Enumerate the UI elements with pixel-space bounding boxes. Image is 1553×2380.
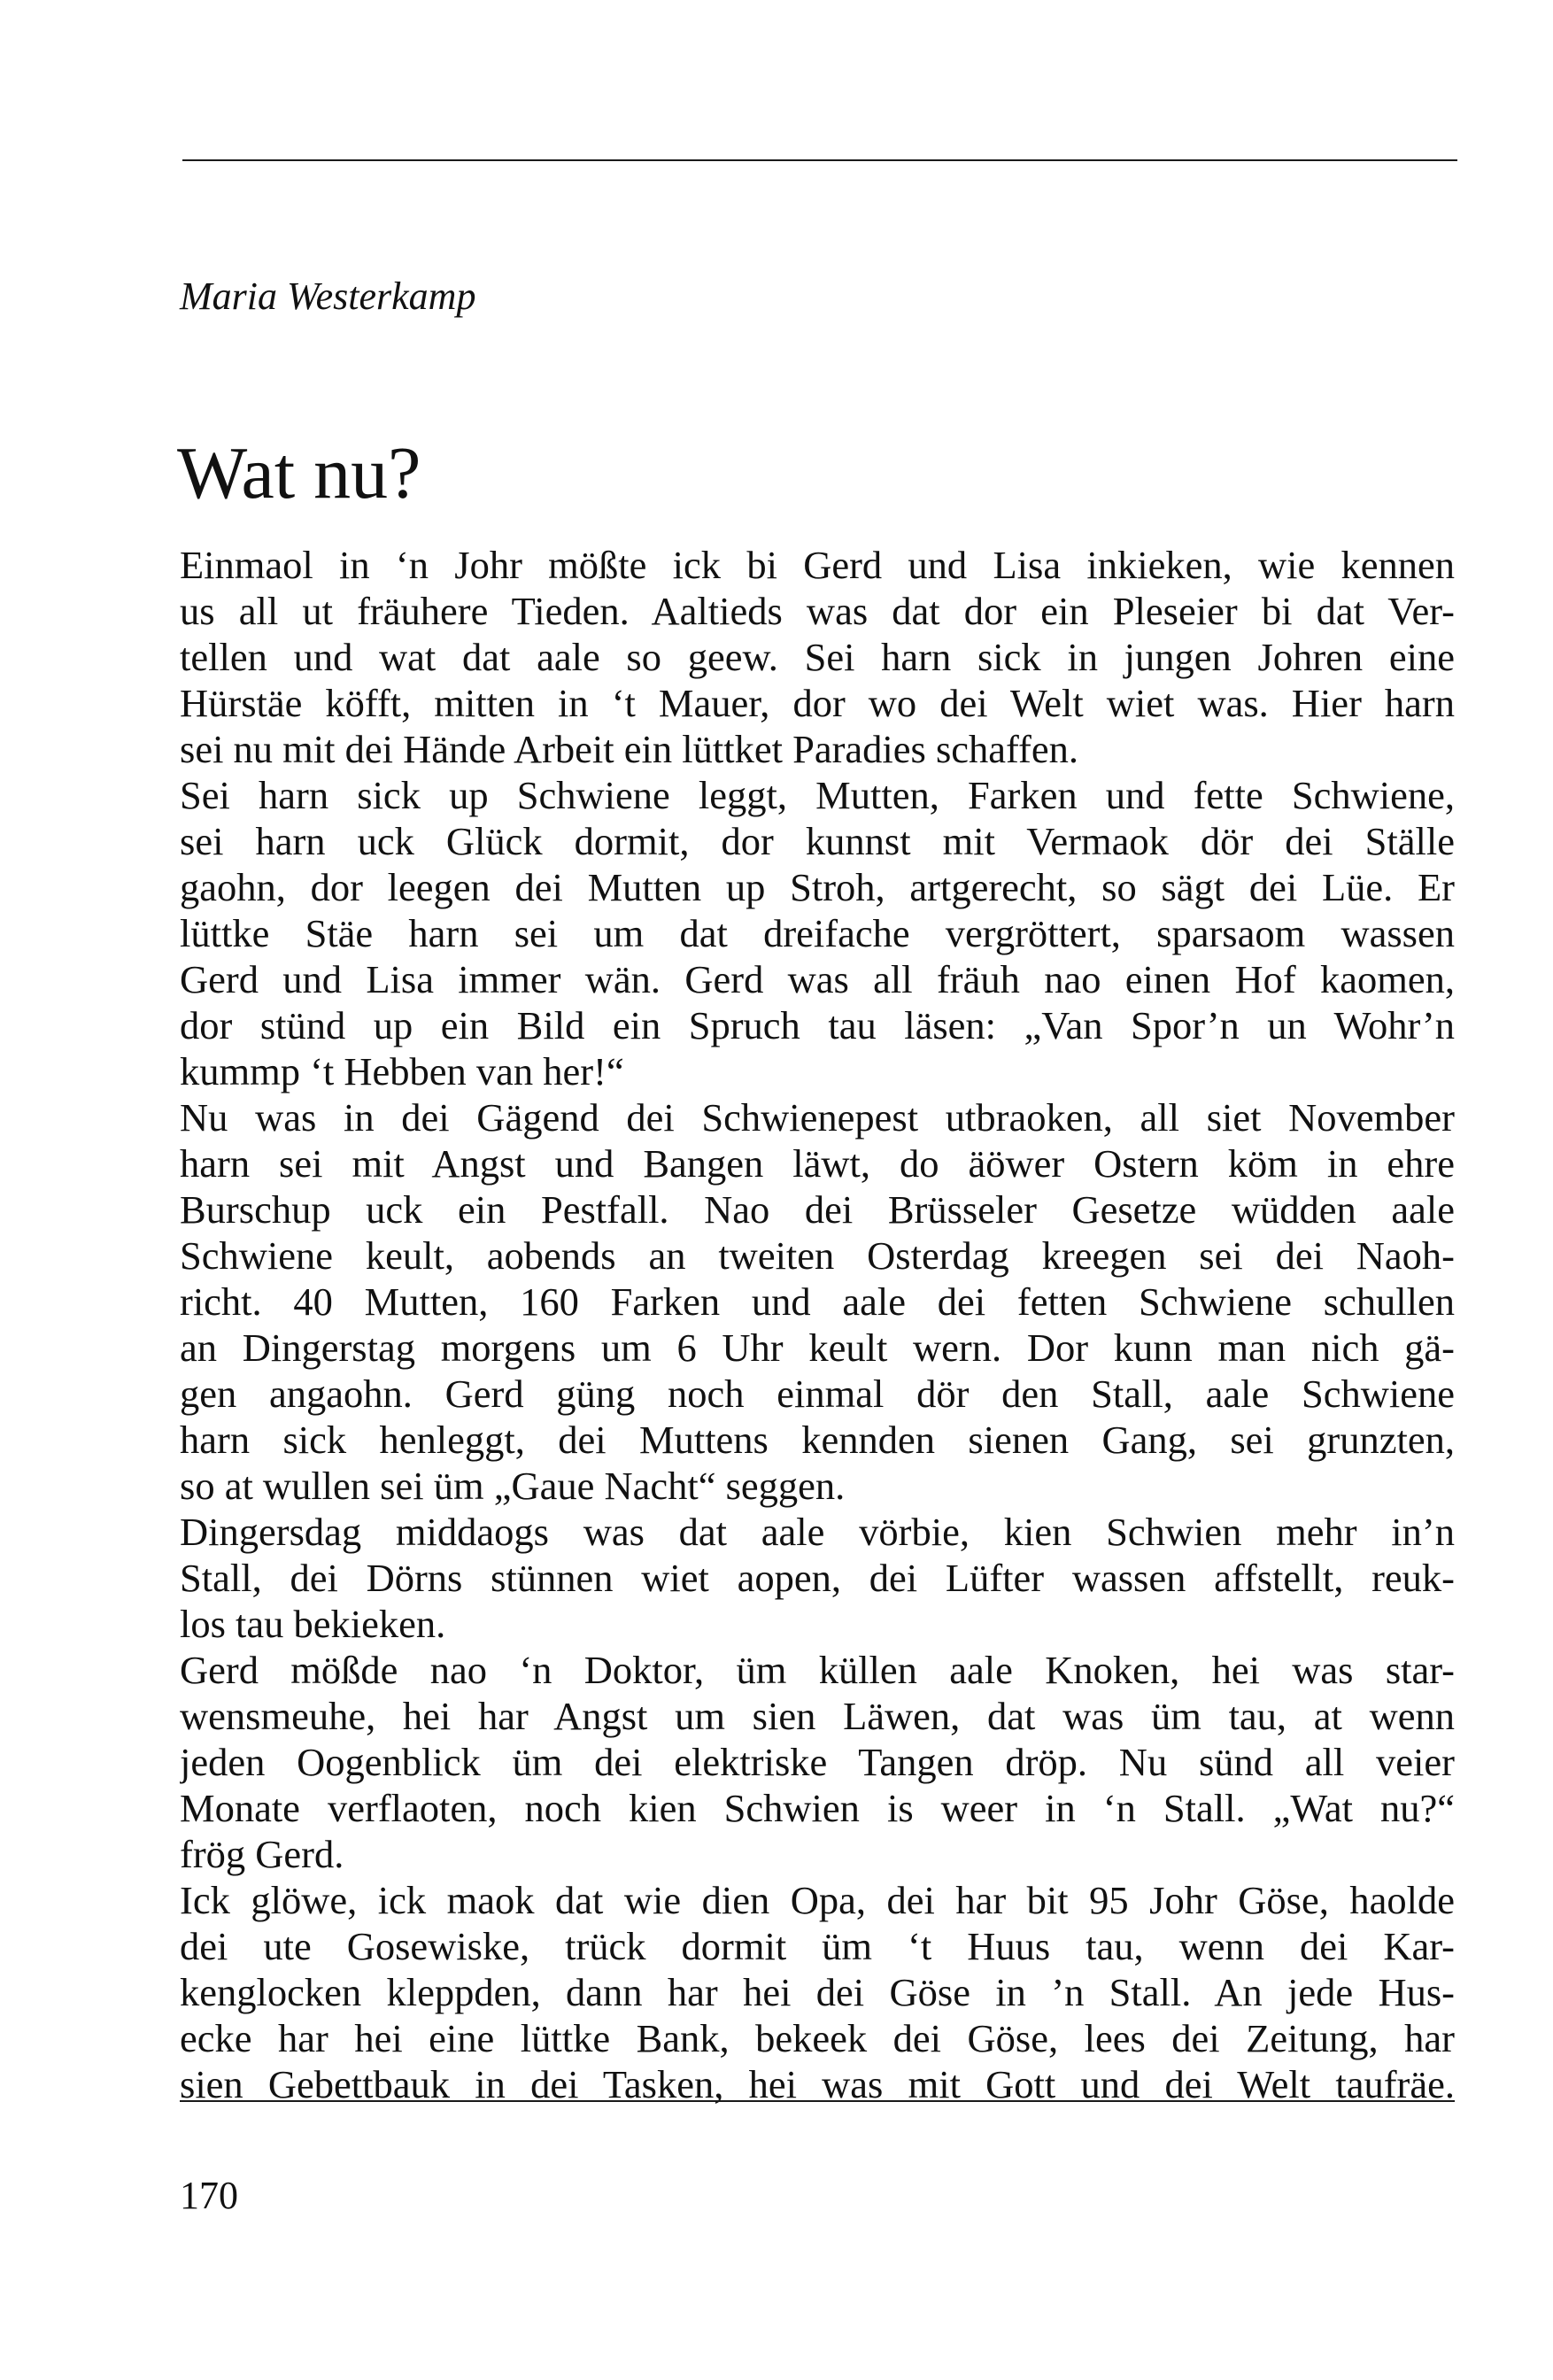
text-line: Burschup uck ein Pestfall. Nao dei Brüsseler Gesetze wüdden aale	[180, 1187, 1455, 1232]
story-body	[180, 542, 1455, 2107]
text-line: Hürstäe köfft, mitten in ‘t Mauer, dor wo dei Welt wiet was. Hier harn	[180, 681, 1455, 725]
text-line: wensmeuhe, hei har Angst um sien Läwen, dat was üm tau, at wenn	[180, 1694, 1455, 1738]
text-line: Dingersdag middaogs was dat aale vörbie, kien Schwien mehr in’n	[180, 1510, 1455, 1554]
top-rule	[182, 159, 1457, 161]
text-line: sei harn uck Glück dormit, dor kunnst mit Vermaok dör dei Ställe	[180, 819, 1455, 863]
text-line: kummp ‘t Hebben van her!“	[180, 1049, 624, 1093]
text-line: dei ute Gosewiske, trück dormit üm ‘t Huus tau, wenn dei Kar-	[180, 1924, 1455, 1968]
text-line: Gerd mößde nao ‘n Doktor, üm küllen aale Knoken, hei was star-	[180, 1648, 1455, 1692]
text-line: gen angaohn. Gerd güng noch einmal dör den Stall, aale Schwiene	[180, 1372, 1455, 1416]
text-line: tellen und wat dat aale so geew. Sei harn sick in jungen Johren eine	[180, 635, 1455, 679]
text-line: us all ut fräuhere Tieden. Aaltieds was dat dor ein Pleseier bi dat Ver-	[180, 589, 1455, 633]
text-line: gaohn, dor leegen dei Mutten up Stroh, artgerecht, so sägt dei Lüe. Er	[180, 865, 1455, 909]
text-line: jeden Oogenblick üm dei elektriske Tangen dröp. Nu sünd all veier	[180, 1740, 1455, 1784]
text-line: Monate verflaoten, noch kien Schwien is weer in ‘n Stall. „Wat nu?“	[180, 1786, 1455, 1830]
text-line: lüttke Stäe harn sei um dat dreifache vergröttert, sparsaom wassen	[180, 911, 1455, 955]
text-line: kenglocken kleppden, dann har hei dei Göse in ’n Stall. An jede Hus-	[180, 1970, 1455, 2014]
text-line: sien Gebettbauk in dei Tasken, hei was mit Gott und dei Welt taufräe.	[180, 2062, 1455, 2106]
text-line: richt. 40 Mutten, 160 Farken und aale dei fetten Schwiene schullen	[180, 1279, 1455, 1324]
text-line: Einmaol in ‘n Johr mößte ick bi Gerd und Lisa inkieken, wie kennen	[180, 543, 1455, 587]
text-line: Ick glöwe, ick maok dat wie dien Opa, dei har bit 95 Johr Göse, haolde	[180, 1878, 1455, 1922]
page-title: Wat nu?	[177, 432, 421, 514]
text-line: Nu was in dei Gägend dei Schwienepest utbraoken, all siet November	[180, 1095, 1455, 1140]
bottom-rule	[180, 2100, 1455, 2102]
text-line: frög Gerd.	[180, 1832, 344, 1876]
text-line: an Dingerstag morgens um 6 Uhr keult wern. Dor kunn man nich gä-	[180, 1325, 1455, 1370]
text-line: so at wullen sei üm „Gaue Nacht“ seggen.	[180, 1464, 846, 1508]
text-line: sei nu mit dei Hände Arbeit ein lüttket Paradies schaffen.	[180, 727, 1078, 771]
text-line: dor stünd up ein Bild ein Spruch tau läsen: „Van Spor’n un Wohr’n	[180, 1003, 1455, 1047]
page-number: 170	[180, 2174, 238, 2217]
text-line: Gerd und Lisa immer wän. Gerd was all fräuh nao einen Hof kaomen,	[180, 957, 1455, 1001]
author-name: Maria Westerkamp	[180, 274, 476, 318]
text-line: Sei harn sick up Schwiene leggt, Mutten, Farken und fette Schwiene,	[180, 773, 1455, 817]
text-line: harn sei mit Angst und Bangen läwt, do äöwer Ostern köm in ehre	[180, 1141, 1455, 1186]
text-line: ecke har hei eine lüttke Bank, bekeek dei Göse, lees dei Zeitung, har	[180, 2016, 1455, 2060]
text-line: harn sick henleggt, dei Muttens kennden sienen Gang, sei grunzten,	[180, 1418, 1455, 1462]
text-line: los tau bekieken.	[180, 1602, 446, 1646]
text-line: Schwiene keult, aobends an tweiten Osterdag kreegen sei dei Naoh-	[180, 1233, 1455, 1278]
text-line: Stall, dei Dörns stünnen wiet aopen, dei Lüfter wassen affstellt, reuk-	[180, 1556, 1455, 1600]
